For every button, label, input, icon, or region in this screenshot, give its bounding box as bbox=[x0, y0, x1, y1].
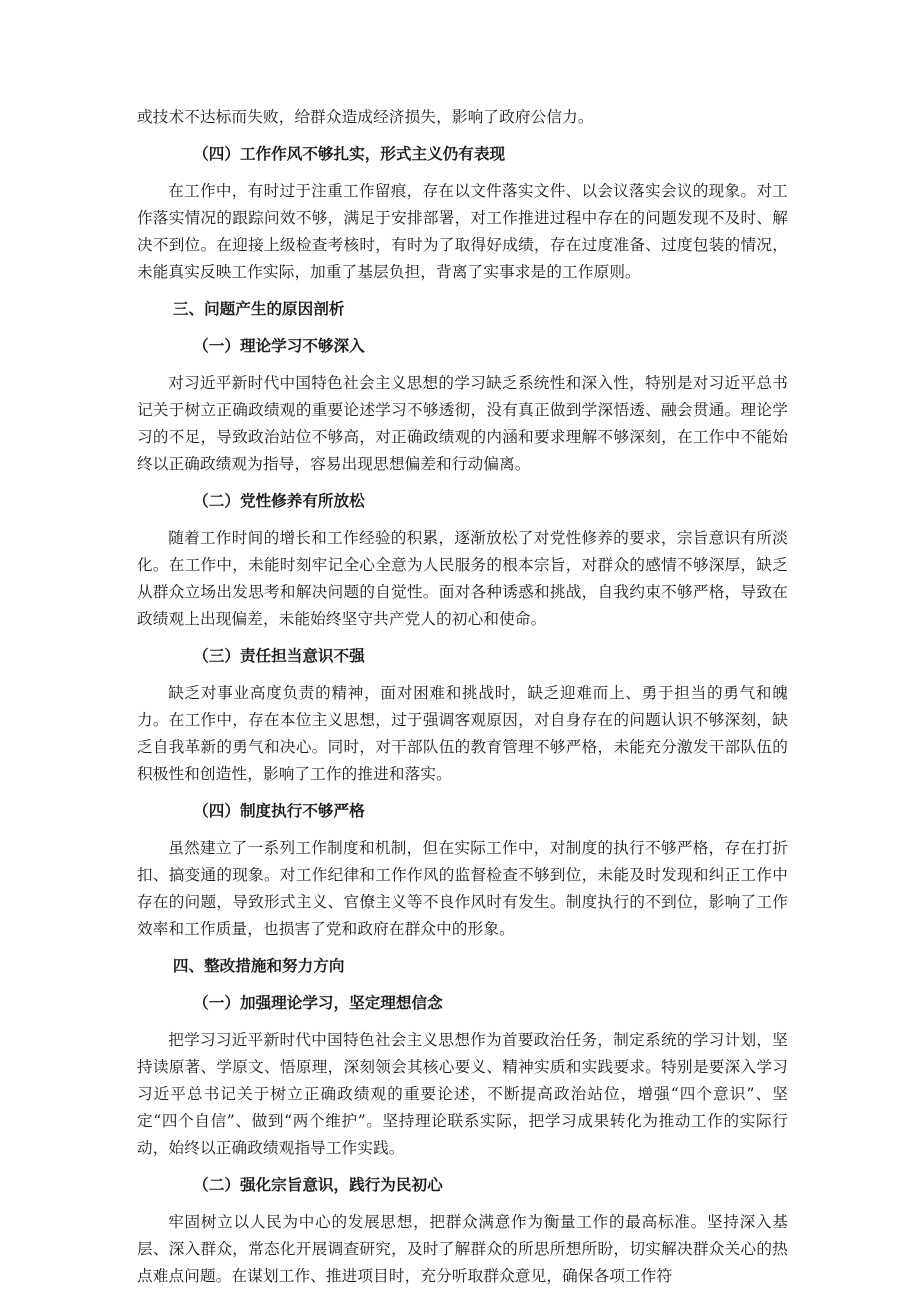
paragraph-continued: 或技术不达标而失败，给群众造成经济损失，影响了政府公信力。 bbox=[137, 108, 594, 126]
paragraph-theory-study: 对习近平新时代中国特色社会主义思想的学习缺乏系统性和深入性，特别是对习近平总书记关于树立正确政绩观的重要论述学习不够透彻，没有真正做到学深悟透、融会贯通。理论学习的不足，导致政治站位不够高，对正确政绩观的内涵和要求理解不够深刻，在工作中不能始终以正确政绩观为指导，容易出现思想偏差和行动偏离。 bbox=[137, 374, 788, 473]
paragraph-strengthen-theory: 把学习习近平新时代中国特色社会主义思想作为首要政治任务，制定系统的学习计划，坚持读原著、学原文、悟原理，深刻领会其核心要义、精神实质和实践要求。特别是要深入学习习近平总书记关于树立正确政绩观的重要论述，不断提高政治站位，增强“四个意识”、坚定“四个自信”、做到“两个维护”。坚持理论联系实际，把学习成果转化为推动工作的实际行动，始终以正确政绩观指导工作实践。 bbox=[137, 1031, 788, 1157]
paragraph-purpose-awareness: 牢固树立以人民为中心的发展思想，把群众满意作为衡量工作的最高标准。坚持深入基层、深入群众，常态化开展调查研究，及时了解群众的所思所想所盼，切实解决群众关心的热点难点问题。在谋划工作、推进项目时，充分听取群众意见，确保各项工作符 bbox=[137, 1213, 788, 1285]
subheading-strengthen-theory: （一）加强理论学习，坚定理想信念 bbox=[193, 994, 443, 1012]
subheading-system-execution: （四）制度执行不够严格 bbox=[193, 802, 365, 820]
subheading-purpose-awareness: （二）强化宗旨意识，践行为民初心 bbox=[193, 1176, 443, 1194]
subheading-theory-study: （一）理论学习不够深入 bbox=[193, 337, 365, 355]
paragraph-work-style: 在工作中，有时过于注重工作留痕，存在以文件落实文件、以会议落实会议的现象。对工作落实情况的跟踪问效不够，满足于安排部署，对工作推进过程中存在的问题发现不及时、解决不到位。在迎接上级检查考核时，有时为了取得好成绩，存在过度准备、过度包装的情况，未能真实反映工作实际，加重了基层负担，背离了实事求是的工作原则。 bbox=[137, 182, 788, 281]
subheading-responsibility: （三）责任担当意识不强 bbox=[193, 647, 365, 665]
document-page bbox=[137, 104, 788, 1300]
section-heading-rectification: 四、整改措施和努力方向 bbox=[172, 957, 345, 975]
paragraph-system-execution: 虽然建立了一系列工作制度和机制，但在实际工作中，对制度的执行不够严格，存在打折扣、搞变通的现象。对工作纪律和工作作风的监督检查不够到位，未能及时发现和纠正工作中存在的问题，导致形式主义、官僚主义等不良作风时有发生。制度执行的不到位，影响了工作效率和工作质量，也损害了党和政府在群众中的形象。 bbox=[137, 839, 788, 938]
paragraph-party-spirit: 随着工作时间的增长和工作经验的积累，逐渐放松了对党性修养的要求，宗旨意识有所淡化。在工作中，未能时刻牢记全心全意为人民服务的根本宗旨，对群众的感情不够深厚，缺乏从群众立场出发思考和解决问题的自觉性。面对各种诱惑和挑战，自我约束不够严格，导致在政绩观上出现偏差，未能始终坚守共产党人的初心和使命。 bbox=[137, 529, 788, 628]
subheading-party-spirit: （二）党性修养有所放松 bbox=[193, 492, 365, 510]
paragraph-responsibility: 缺乏对事业高度负责的精神，面对困难和挑战时，缺乏迎难而上、勇于担当的勇气和魄力。在工作中，存在本位主义思想，过于强调客观原因，对自身存在的问题认识不够深刻，缺乏自我革新的勇气和决心。同时，对干部队伍的教育管理不够严格，未能充分激发干部队伍的积极性和创造性，影响了工作的推进和落实。 bbox=[137, 684, 788, 783]
section-heading-cause-analysis: 三、问题产生的原因剖析 bbox=[172, 300, 345, 318]
subheading-work-style: （四）工作作风不够扎实，形式主义仍有表现 bbox=[193, 145, 506, 163]
